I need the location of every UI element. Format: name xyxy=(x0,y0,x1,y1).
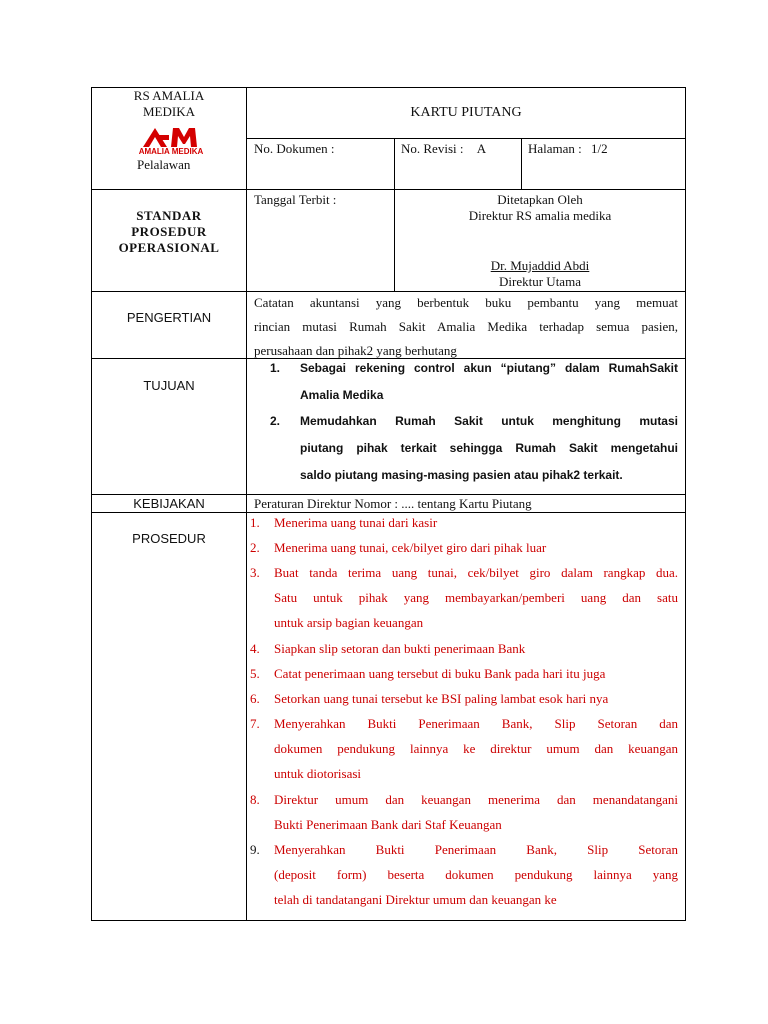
signer-title: Direktur Utama xyxy=(499,274,581,289)
tujuan-item-2-line-1: Memudahkan Rumah Sakit untuk menghitung mutasi xyxy=(300,414,678,428)
halaman xyxy=(528,141,608,157)
prosedur-item-text xyxy=(274,661,678,686)
halaman-value: 1/2 xyxy=(591,141,608,156)
prosedur-label: PROSEDUR xyxy=(132,531,206,546)
tujuan-label: TUJUAN xyxy=(143,378,195,393)
prosedur-item-1-line-1: Menerima uang tunai dari kasir xyxy=(274,515,438,530)
prosedur-item-5-line-1: Catat penerimaan uang tersebut di buku Bank pada hari itu juga xyxy=(274,666,606,681)
prosedur-item-num: 2. xyxy=(250,540,260,555)
prosedur-item-7-line-3: untuk diotorisasi xyxy=(274,766,362,781)
prosedur-item-text xyxy=(274,535,678,560)
tujuan-item-1-line-2: Amalia Medika xyxy=(300,388,384,402)
hospital-name-line1: RS AMALIA xyxy=(133,88,205,103)
prosedur-item-7-line-2: dokumen pendukung lainnya ke direktur umum dan keuangan xyxy=(274,741,678,756)
prosedur-item-2-line-1: Menerima uang tunai, cek/bilyet giro dari pihak luar xyxy=(274,540,547,555)
hospital-name xyxy=(92,88,246,120)
prosedur-item xyxy=(250,560,678,635)
prosedur-item-text xyxy=(274,686,678,711)
prosedur-item-num: 6. xyxy=(250,691,260,706)
no-revisi xyxy=(401,141,486,157)
kebijakan-label: KEBIJAKAN xyxy=(133,496,205,511)
halaman-label: Halaman : xyxy=(528,141,582,156)
prosedur-item-num: 9. xyxy=(250,842,260,857)
kebijakan-text: Peraturan Direktur Nomor : .... tentang Kartu Piutang xyxy=(254,496,532,511)
tanggal-terbit-label: Tanggal Terbit : xyxy=(254,192,337,207)
pengertian-line-3: perusahaan dan pihak2 yang berhutang xyxy=(254,343,457,358)
prosedur-item xyxy=(250,686,678,711)
ditetapkan-line1: Ditetapkan Oleh xyxy=(497,192,583,207)
prosedur-item-text xyxy=(274,787,678,837)
prosedur-item-text xyxy=(274,837,678,912)
prosedur-item xyxy=(250,535,678,560)
prosedur-item-8-line-2: Bukti Penerimaan Bank dari Staf Keuangan xyxy=(274,817,502,832)
prosedur-item-7-line-1: Menyerahkan Bukti Penerimaan Bank, Slip Setoran dan xyxy=(274,716,678,731)
prosedur-item xyxy=(250,787,678,837)
prosedur-item-text xyxy=(274,510,678,535)
prosedur-item-num: 4. xyxy=(250,641,260,656)
tujuan-item-1-line-1: Sebagai rekening control akun “piutang” dalam RumahSakit xyxy=(300,361,678,375)
prosedur-item-9-line-3: telah di tandatangani Direktur umum dan keuangan ke xyxy=(274,892,557,907)
prosedur-item-3-line-1: Buat tanda terima uang tunai, cek/bilyet giro dalam rangkap dua. xyxy=(274,565,678,580)
prosedur-item-3-line-3: untuk arsip bagian keuangan xyxy=(274,615,424,630)
tujuan-item-num: 1. xyxy=(270,361,281,375)
prosedur-item-9-line-1: Menyerahkan Bukti Penerimaan Bank, Slip Setoran xyxy=(274,842,678,857)
tujuan-item-text xyxy=(300,355,678,409)
signer-name: Dr. Mujaddid Abdi xyxy=(490,258,590,273)
tujuan-item-text xyxy=(300,408,678,489)
pengertian-line-2: rincian mutasi Rumah Sakit Amalia Medika terhadap semua pasien, xyxy=(254,319,678,334)
prosedur-item xyxy=(250,510,678,535)
prosedur-item-num: 8. xyxy=(250,792,260,807)
prosedur-item-3-line-2: Satu untuk pihak yang membayarkan/pemberi uang dan satu xyxy=(274,590,678,605)
no-revisi-label: No. Revisi : xyxy=(401,141,464,156)
no-dokumen-label: No. Dokumen : xyxy=(254,141,335,156)
prosedur-item-8-line-1: Direktur umum dan keuangan menerima dan menandatangani xyxy=(274,792,678,807)
pengertian-line-1: Catatan akuntansi yang berbentuk buku pembantu yang memuat xyxy=(254,295,678,310)
prosedur-item-num: 7. xyxy=(250,716,260,731)
sop-line2: PROSEDUR xyxy=(131,224,207,239)
prosedur-item-num: 1. xyxy=(250,515,260,530)
signer xyxy=(395,258,685,290)
logo-text: AMALIA MEDIKA xyxy=(138,147,204,156)
hospital-location: Pelalawan xyxy=(137,157,191,172)
prosedur-item-num: 3. xyxy=(250,565,260,580)
sop-line1: STANDAR xyxy=(136,208,202,223)
prosedur-item xyxy=(250,661,678,686)
prosedur-item-4-line-1: Siapkan slip setoran dan bukti penerimaan Bank xyxy=(274,641,526,656)
sop-line3: OPERASIONAL xyxy=(118,240,220,255)
tujuan-item-2-line-2: piutang pihak terkait sehingga Rumah Sakit mengetahui xyxy=(300,441,678,455)
prosedur-item xyxy=(250,711,678,786)
prosedur-item-6-line-1: Setorkan uang tunai tersebut ke BSI paling lambat esok hari nya xyxy=(274,691,609,706)
prosedur-item xyxy=(250,636,678,661)
pengertian-label: PENGERTIAN xyxy=(126,310,212,325)
ditetapkan-line2: Direktur RS amalia medika xyxy=(468,208,612,223)
prosedur-item-num: 5. xyxy=(250,666,260,681)
hospital-name-line2: MEDIKA xyxy=(143,104,195,119)
prosedur-item-text xyxy=(274,560,678,635)
prosedur-item-text xyxy=(274,636,678,661)
pengertian-text xyxy=(254,291,678,363)
tujuan-item-num: 2. xyxy=(270,414,281,428)
prosedur-item-9-line-2: (deposit form) beserta dokumen pendukung lainnya yang xyxy=(274,867,678,882)
hospital-logo xyxy=(135,127,207,157)
sop-title xyxy=(92,208,246,256)
doc-title: KARTU PIUTANG xyxy=(410,105,522,120)
ditetapkan-oleh xyxy=(395,192,685,224)
prosedur-item xyxy=(250,837,678,912)
prosedur-item-text xyxy=(274,711,678,786)
tujuan-item-2-line-3: saldo piutang masing-masing pasien atau pihak2 terkait. xyxy=(300,468,623,482)
no-revisi-value: A xyxy=(476,141,487,156)
